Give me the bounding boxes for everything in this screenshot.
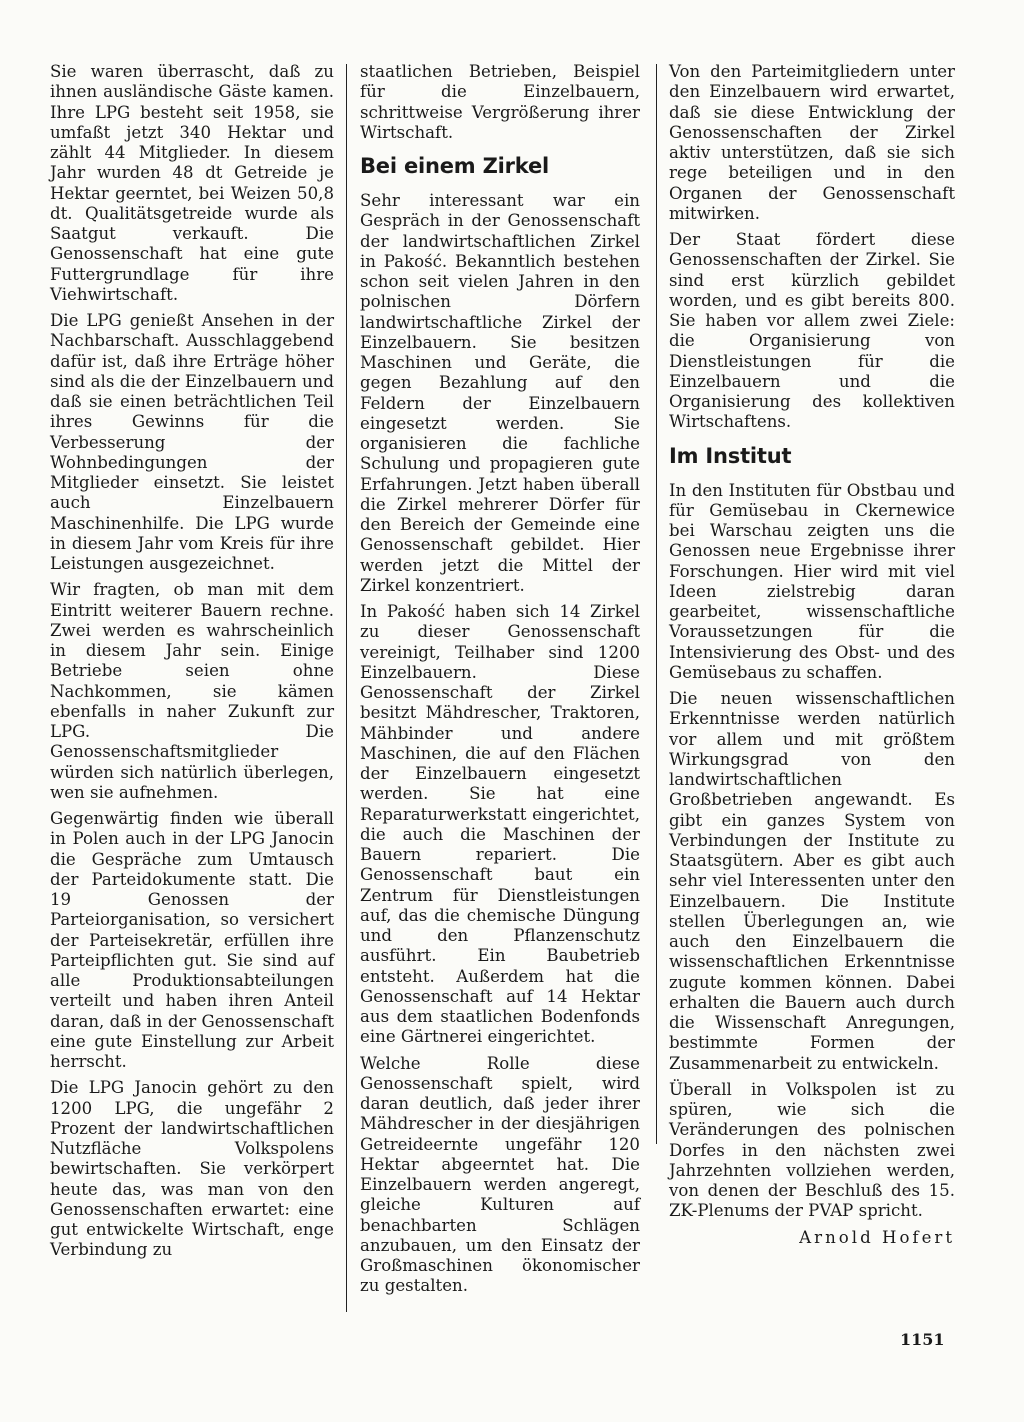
paragraph: Der Staat fördert diese Genossenschaften der Zirkel. Sie sind erst kürzlich gebildet worden, und es gibt bereits 800. Sie haben vor allem zwei Ziele: die Organisierung von Dienstleistungen für die Einzelbauern und die Organisierung des kollektiven Wirtschaftens. [669,230,955,432]
author-signature: Arnold Hofert [799,1227,955,1247]
paragraph: Sie waren überrascht, daß zu ihnen ausländische Gäste kamen. Ihre LPG besteht seit 1958, sie umfaßt jetzt 340 Hektar und zählt 44 Mitglieder. In diesem Jahr wurden 48 dt Getreide je Hektar geerntet, bei Weizen 50,8 dt. Qualitätsgetreide wurde als Saatgut verkauft. Die Genossenschaft hat eine gute Futtergrundlage für ihre Viehwirtschaft. [50,62,334,304]
paragraph: Wir fragten, ob man mit dem Eintritt weiterer Bauern rechne. Zwei werden es wahrscheinlich in diesem Jahr sein. Einige Betriebe seien ohne Nachkommen, sie kämen ebenfalls in naher Zukunft zur LPG. Die Genossenschaftsmitglieder würden sich natürlich überlegen, wen sie aufnehmen. [50,580,334,802]
paragraph: Von den Parteimitgliedern unter den Einzelbauern wird erwartet, daß sie diese Entwicklung der Genossenschaften der Zirkel aktiv unterstützen, daß sie sich rege beteiligen und in den Organen der Genossenschaft mitwirken. [669,62,955,223]
column-3 [669,62,955,1248]
section-heading-institut: Im Institut [669,443,792,468]
page-number: 1151 [900,1330,945,1349]
paragraph: In Pakość haben sich 14 Zirkel zu dieser Genossenschaft vereinigt, Teilhaber sind 1200 Einzelbauern. Diese Genossenschaft der Zirkel besitzt Mähdrescher, Traktoren, Mähbinder und andere Maschinen, die auf den Flächen der Einzelbauern eingesetzt werden. Sie hat eine Reparaturwerkstatt eingerichtet, die auch die Maschinen der Bauern repariert. Die Genossenschaft baut ein Zentrum für Dienstleistungen auf, das die chemische Düngung und den Pflanzenschutz ausführt. Ein Baubetrieb entsteht. Außerdem hat die Genossenschaft auf 14 Hektar aus dem staatlichen Bodenfonds eine Gärtnerei eingerichtet. [360,602,640,1047]
paragraph: Welche Rolle diese Genossenschaft spielt, wird daran deutlich, daß jeder ihrer Mähdrescher in der diesjährigen Getreideernte ungefähr 120 Hektar abgeerntet hat. Die Einzelbauern werden angeregt, gleiche Kulturen auf benachbarten Schlägen anzubauen, um den Einsatz der Großmaschinen ökonomischer zu gestalten. [360,1053,640,1296]
section-heading-zirkel: Bei einem Zirkel [360,154,550,178]
paragraph: In den Instituten für Obstbau und für Gemüsebau in Ckernewice bei Warschau zeigten uns die Genossen neue Ergebnisse ihrer Forschungen. Hier wird mit viel Ideen zielstrebig daran gearbeitet, wissenschaftliche Voraussetzungen für die Intensivierung des Obst- und des Gemüsebaus zu schaffen. [669,480,955,682]
paragraph: Die neuen wissenschaftlichen Erkenntnisse werden natürlich vor allem und mit größtem Wirkungsgrad von den landwirtschaftlichen Großbetrieben angewandt. Es gibt ein ganzes System von Verbindungen der Institute zu Staatsgütern. Aber es gibt auch sehr viel Interessenten unter den Einzelbauern. Die Institute stellen Überlegungen an, wie auch den Einzelbauern die wissenschaftlichen Erkenntnisse zugute kommen können. Dabei erhalten die Bauern auch durch die Wissenschaft Anregungen, bestimmte Formen der Zusammenarbeit zu entwickeln. [669,689,955,1073]
paragraph: Überall in Volkspolen ist zu spüren, wie sich die Veränderungen des polnischen Dorfes in den nächsten zwei Jahrzehnten vollziehen werden, von denen der Beschluß des 15. ZK-Plenums der PVAP spricht. [669,1079,955,1221]
column-rule-left [346,64,347,1312]
column-rule-right [656,64,657,1144]
paragraph: Die LPG genießt Ansehen in der Nachbarschaft. Ausschlaggebend dafür ist, daß ihre Erträge höher sind als die der Einzelbauern und daß sie einen beträchtlichen Teil ihres Gewinns für die Verbesserung der Wohnbedingungen der Mitglieder einsetzt. Sie leistet auch Einzelbauern Maschinenhilfe. Die LPG wurde in diesem Jahr vom Kreis für ihre Leistungen ausgezeichnet. [50,311,334,573]
paragraph: staatlichen Betrieben, Beispiel für die Einzelbauern, schrittweise Vergrößerung ihrer Wirtschaft. [360,62,640,142]
column-1 [50,62,334,1267]
column-2 [360,62,640,1303]
paragraph: Sehr interessant war ein Gespräch in der Genossenschaft der landwirtschaftlichen Zirkel in Pakość. Bekanntlich bestehen schon seit vielen Jahren in den polnischen Dörfern landwirtschaftliche Zirkel der Einzelbauern. Sie besitzen Maschinen und Geräte, die gegen Bezahlung auf den Feldern der Einzelbauern eingesetzt werden. Sie organisieren die fachliche Schulung und propagieren gute Erfahrungen. Jetzt haben überall die Zirkel mehrerer Dörfer für den Bereich der Gemeinde eine Genossenschaft gebildet. Hier werden jetzt die Mittel der Zirkel konzentriert. [360,191,640,595]
paragraph: Die LPG Janocin gehört zu den 1200 LPG, die ungefähr 2 Prozent der landwirtschaftlichen Nutzfläche Volkspolens bewirtschaften. Sie verkörpert heute das, was man von den Genossenschaften erwartet: eine gut entwickelte Wirtschaft, enge Verbindung zu [50,1078,334,1260]
paragraph: Gegenwärtig finden wie überall in Polen auch in der LPG Janocin die Gespräche zum Umtausch der Parteidokumente statt. Die 19 Genossen der Parteiorganisation, so versichert der Parteisekretär, erfüllen ihre Parteipflichten gut. Sie sind auf alle Produktionsabteilungen verteilt und haben ihren Anteil daran, daß in der Genossenschaft eine gute Einstellung zur Arbeit herrscht. [50,809,334,1071]
